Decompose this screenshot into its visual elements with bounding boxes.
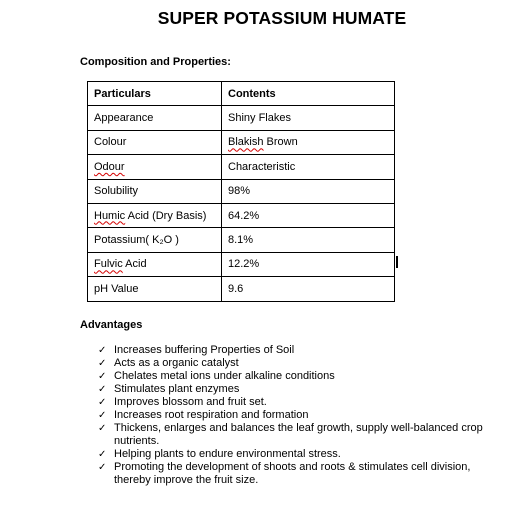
advantages-list: [98, 344, 498, 487]
table-row: [88, 106, 395, 130]
cell-particular: pH Value: [88, 277, 222, 301]
table-row: [88, 228, 395, 252]
list-item: [98, 396, 498, 409]
table-row: [88, 130, 395, 154]
cell-content: Shiny Flakes: [222, 106, 395, 130]
document-title: SUPER POTASSIUM HUMATE: [157, 8, 407, 28]
checkmark-icon: ✓: [98, 423, 107, 434]
list-item: [98, 383, 498, 396]
header-contents: Contents: [222, 82, 395, 106]
list-item: [98, 409, 498, 422]
checkmark-icon: ✓: [98, 397, 107, 408]
advantage-text: Chelates metal ions under alkaline conditions: [114, 370, 335, 382]
advantage-text: Helping plants to endure environmental stress.: [114, 448, 341, 460]
advantage-text: Promoting the development of shoots and roots & stimulates cell division, thereby improve the fruit size.: [114, 461, 471, 486]
cell-content: 64.2%: [222, 203, 395, 227]
advantage-text: Improves blossom and fruit set.: [114, 396, 267, 408]
list-item: [98, 344, 498, 357]
properties-table: [87, 81, 395, 302]
checkmark-icon: ✓: [98, 449, 107, 460]
spellcheck-word: Blakish: [228, 136, 264, 149]
cell-content: 98%: [222, 179, 395, 203]
cell-particular: Fulvic Acid: [88, 252, 222, 276]
advantage-text: Increases buffering Properties of Soil: [114, 344, 295, 356]
checkmark-icon: ✓: [98, 384, 107, 395]
cell-particular: Humic Acid (Dry Basis): [88, 203, 222, 227]
spellcheck-word: Odour: [94, 160, 125, 173]
advantage-text: Thickens, enlarges and balances the leaf growth, supply well-balanced crop nutrients.: [114, 422, 483, 447]
list-item: [98, 448, 498, 461]
header-particulars: Particulars: [88, 82, 222, 106]
cell-particular: Potassium( K₂O ): [88, 228, 222, 252]
list-item: [98, 357, 498, 370]
list-item: [98, 370, 498, 383]
checkmark-icon: ✓: [98, 358, 107, 369]
checkmark-icon: ✓: [98, 345, 107, 356]
advantages-heading: Advantages: [80, 319, 143, 331]
spellcheck-word: Humic: [94, 209, 126, 222]
advantage-text: Increases root respiration and formation: [114, 409, 309, 421]
cell-particular: [88, 155, 222, 179]
advantage-text: Stimulates plant enzymes: [114, 383, 240, 395]
list-item: [98, 422, 498, 448]
table-row: [88, 252, 395, 276]
table-row: [88, 179, 395, 203]
table-header-row: [88, 82, 395, 106]
checkmark-icon: ✓: [98, 462, 107, 473]
cell-particular: Colour: [88, 130, 222, 154]
list-item: [98, 461, 498, 487]
cell-content: 9.6: [222, 277, 395, 301]
spellcheck-word: Fulvic: [94, 258, 123, 271]
cell-particular: Solubility: [88, 179, 222, 203]
text-cursor: [396, 256, 398, 268]
cell-content: Characteristic: [222, 155, 395, 179]
table-row: [88, 203, 395, 227]
cell-content: Blakish Brown: [222, 130, 395, 154]
cell-particular: Appearance: [88, 106, 222, 130]
checkmark-icon: ✓: [98, 371, 107, 382]
table-row: [88, 155, 395, 179]
cell-content: 12.2%: [222, 252, 395, 276]
cell-content: 8.1%: [222, 228, 395, 252]
checkmark-icon: ✓: [98, 410, 107, 421]
table-row: [88, 277, 395, 301]
advantage-text: Acts as a organic catalyst: [114, 357, 239, 369]
composition-heading: Composition and Properties:: [80, 56, 231, 68]
